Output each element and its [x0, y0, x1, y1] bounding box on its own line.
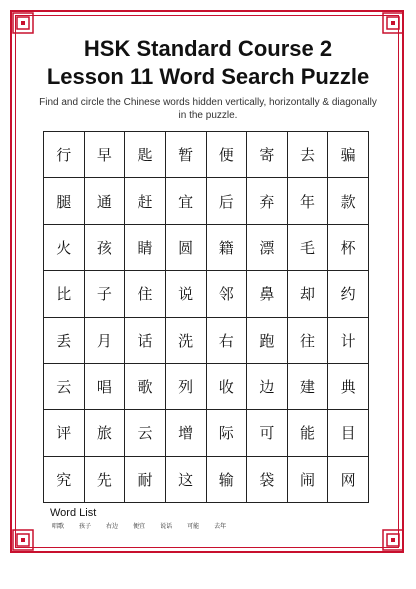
word-list-item: 唱歌: [52, 523, 65, 530]
grid-cell[interactable]: 能: [288, 410, 329, 456]
word-search-grid: [43, 131, 369, 503]
grid-cell[interactable]: 丢: [44, 318, 85, 364]
grid-cell[interactable]: 宜: [166, 178, 207, 224]
grid-cell[interactable]: 歌: [125, 364, 166, 410]
grid-cell[interactable]: 比: [44, 271, 85, 317]
grid-cell[interactable]: 唱: [85, 364, 126, 410]
grid-cell[interactable]: 弃: [247, 178, 288, 224]
grid-cell[interactable]: 增: [166, 410, 207, 456]
word-list: [52, 521, 241, 530]
grid-cell[interactable]: 杯: [328, 225, 369, 271]
grid-cell[interactable]: 建: [288, 364, 329, 410]
grid-cell[interactable]: 说: [166, 271, 207, 317]
grid-cell[interactable]: 早: [85, 132, 126, 178]
corner-ornament-icon: [382, 529, 404, 551]
grid-cell[interactable]: 话: [125, 318, 166, 364]
grid-cell[interactable]: 鼻: [247, 271, 288, 317]
grid-cell[interactable]: 去: [288, 132, 329, 178]
grid-cell[interactable]: 便: [207, 132, 248, 178]
grid-cell[interactable]: 目: [328, 410, 369, 456]
grid-cell[interactable]: 约: [328, 271, 369, 317]
grid-cell[interactable]: 列: [166, 364, 207, 410]
page-subtitle: Lesson 11 Word Search Puzzle: [46, 64, 370, 89]
grid-cell[interactable]: 寄: [247, 132, 288, 178]
instructions-text: Find and circle the Chinese words hidden vertically, horizontally & diagonally in the puzzle.: [39, 97, 377, 121]
corner-ornament-icon: [382, 12, 404, 34]
grid-cell[interactable]: 行: [44, 132, 85, 178]
grid-cell[interactable]: 际: [207, 410, 248, 456]
grid-cell[interactable]: 籍: [207, 225, 248, 271]
grid-cell[interactable]: 可: [247, 410, 288, 456]
grid-cell[interactable]: 耐: [125, 457, 166, 503]
grid-cell[interactable]: 年: [288, 178, 329, 224]
grid-cell[interactable]: 闹: [288, 457, 329, 503]
grid-cell[interactable]: 子: [85, 271, 126, 317]
corner-ornament-icon: [12, 12, 34, 34]
grid-cell[interactable]: 这: [166, 457, 207, 503]
grid-cell[interactable]: 计: [328, 318, 369, 364]
grid-cell[interactable]: 右: [207, 318, 248, 364]
grid-cell[interactable]: 腿: [44, 178, 85, 224]
grid-cell[interactable]: 网: [328, 457, 369, 503]
word-list-item: 孩子: [79, 523, 92, 530]
grid-cell[interactable]: 孩: [85, 225, 126, 271]
grid-cell[interactable]: 却: [288, 271, 329, 317]
grid-cell[interactable]: 月: [85, 318, 126, 364]
grid-cell[interactable]: 评: [44, 410, 85, 456]
grid-cell[interactable]: 通: [85, 178, 126, 224]
grid-cell[interactable]: 收: [207, 364, 248, 410]
corner-ornament-icon: [12, 529, 34, 551]
grid-cell[interactable]: 款: [328, 178, 369, 224]
grid-cell[interactable]: 典: [328, 364, 369, 410]
word-list-item: 说话: [160, 523, 173, 530]
grid-cell[interactable]: 跑: [247, 318, 288, 364]
grid-cell[interactable]: 毛: [288, 225, 329, 271]
grid-cell[interactable]: 先: [85, 457, 126, 503]
grid-cell[interactable]: 究: [44, 457, 85, 503]
grid-cell[interactable]: 后: [207, 178, 248, 224]
grid-cell[interactable]: 暂: [166, 132, 207, 178]
word-list-item: 便宜: [133, 523, 146, 530]
word-list-item: 可能: [187, 523, 200, 530]
grid-cell[interactable]: 旅: [85, 410, 126, 456]
grid-cell[interactable]: 火: [44, 225, 85, 271]
grid-cell[interactable]: 输: [207, 457, 248, 503]
grid-cell[interactable]: 赶: [125, 178, 166, 224]
grid-cell[interactable]: 骗: [328, 132, 369, 178]
word-list-item: 右边: [106, 523, 119, 530]
grid-cell[interactable]: 匙: [125, 132, 166, 178]
grid-cell[interactable]: 袋: [247, 457, 288, 503]
grid-cell[interactable]: 邻: [207, 271, 248, 317]
grid-cell[interactable]: 云: [44, 364, 85, 410]
grid-cell[interactable]: 住: [125, 271, 166, 317]
grid-cell[interactable]: 云: [125, 410, 166, 456]
word-list-heading: Word List: [50, 507, 97, 519]
word-list-item: 去年: [214, 523, 227, 530]
grid-cell[interactable]: 往: [288, 318, 329, 364]
grid-cell[interactable]: 洗: [166, 318, 207, 364]
grid-cell[interactable]: 睛: [125, 225, 166, 271]
grid-cell[interactable]: 圆: [166, 225, 207, 271]
grid-cell[interactable]: 漂: [247, 225, 288, 271]
page-title: HSK Standard Course 2: [83, 36, 333, 61]
grid-cell[interactable]: 边: [247, 364, 288, 410]
